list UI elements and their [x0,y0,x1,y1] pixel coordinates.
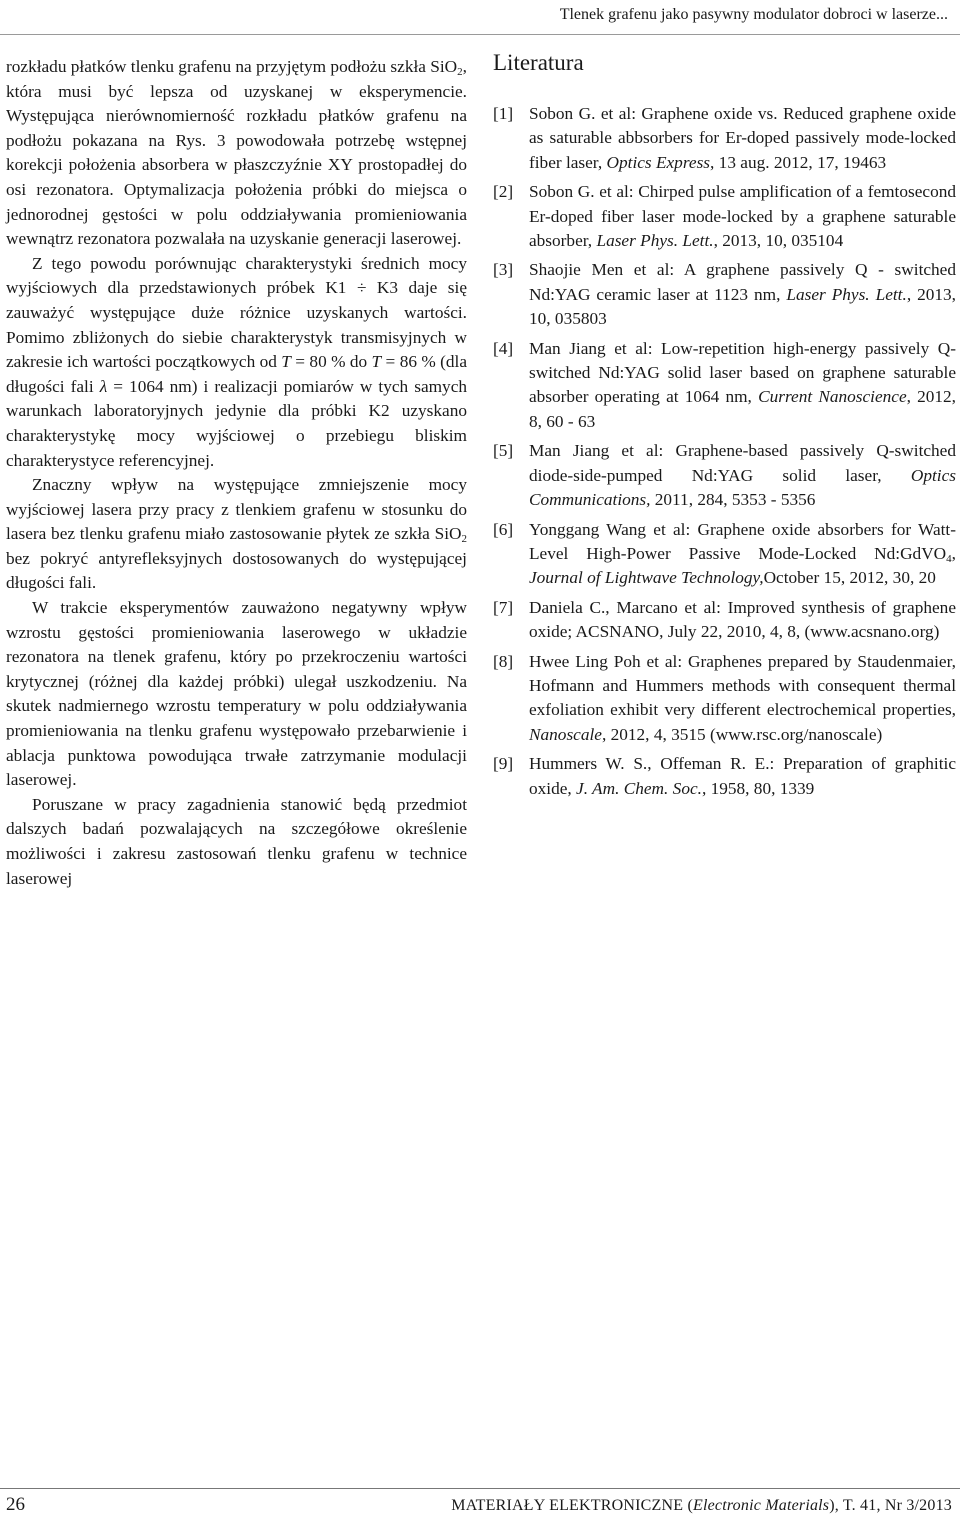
text-run: Man Jiang et al: Graphene-based passively Q-switched diode-side-pumped Nd:YAG solid laser, [529,441,956,485]
reference-number: [1] [493,104,514,123]
reference-number: [3] [493,260,514,280]
running-title: Tlenek grafenu jako pasywny modulator dobroci w laserze... [559,6,948,23]
text-run: 2011, 284, 5353 - 5356 [650,490,816,510]
reference-number: [6] [493,519,514,539]
text-run: Sobon G. et al: Chirped pulse amplification of a femtosecond Er-doped fiber laser mode-locked by a graphene saturable absorber, [529,182,956,251]
reference-text [529,102,956,175]
text-run: , 1958, 80, 1339 [701,778,815,798]
paragraph-5: Poruszane w pracy zagadnienia stanowić będą przedmiot dalszych badań pozwalających na szczegółowe określenie możliwości i zakresu zastosowań tlenku grafenu w technice laserowej [6,794,467,888]
journal-name: Optics Express [606,152,711,172]
reference-number: [5] [493,441,514,461]
footer-rule [0,1488,960,1489]
text-run: Z tego powodu porównując charakterystyki średnich mocy wyjściowych dla przedstawionych próbek K1 ÷ K3 daje się zauważyć występujące duże różnice uzyskanych wartości. Pomimo zbliżonych do siebie charakterystyk transmisyjnych w zakresie ich wartości początkowych od [6,253,467,372]
reference-number: [2] [493,182,514,202]
reference-item [493,650,956,748]
text-run: , 2013, 10, 035803 [529,284,956,329]
page-number: 26 [6,1494,25,1515]
paragraph-3 [6,473,467,596]
text-run: , 13 aug. 2012, 17, 19463 [710,152,887,172]
text-run: = 1064 nm) i realizacji pomiarów w tych samych warunkach laboratoryjnych jedynie dla próbki K2 uzyskano charakterystykę mocy wyjściowej o przebiegu bliskim charakterystyce referencyjnej. [6,376,468,470]
reference-item [493,596,956,645]
reference-number: [7] [493,597,514,617]
reference-item [493,518,956,591]
reference-text [529,650,956,748]
reference-number: [9] [493,754,514,774]
text-run: Hwee Ling Poh et al: Graphenes prepared by Staudenmaier, Hofmann and Hummers methods with consequent thermal exfoliation exhibit very different electrochemical properties, [529,651,956,720]
reference-item [493,337,956,435]
text-run: Yonggang Wang et al: Graphene oxide absorbers for Watt-Level High-Power Passive Mode-Locked Nd:GdVO [529,519,956,563]
text-run: MATERIAŁY ELEKTRONICZNE ( [451,1497,693,1514]
symbol-lambda: λ [99,376,108,396]
text-run: Znaczny wpływ na występujące zmniejszenie mocy wyjściowej lasera przy pracy z tlenkiem grafenu w stosunku do lasera bez tlenku grafenu miało zastosowanie płytek ze szkła SiO [6,475,467,544]
journal-name: J. Am. Chem. Soc. [576,778,702,798]
text-run: Man Jiang et al: Low-repetition high-energy passively Q-switched Nd:YAG solid laser based on graphene saturable absorber operating at 1064 nm, [529,338,956,407]
text-run: = 86 % (dla długości fali [6,352,468,396]
journal-name: Optics Communications, [529,465,956,510]
journal-english-name: Electronic Materials [692,1497,830,1514]
references-heading: Literatura [493,50,584,75]
text-run: Shaojie Men et al: A graphene passively Q - switched Nd:YAG ceramic laser at 1123 nm, [529,260,956,304]
reference-text [529,258,956,331]
text-run: , 2012, 8, 60 - 63 [529,387,956,431]
symbol-t: T [371,352,382,372]
reference-text [529,518,956,591]
text-run: , która musi być lepsza od uzyskanej w eksperymencie. Występująca nierównomierność rozkładu płatków grafenu na podłożu pokazana na Rys. 3 powodowała potrzebę wstępnej korekcji położenia absorbera w płaszczyźnie XY prostopadłej do osi rezonatora. Optymalizacja położenia próbki do miejsca o jednorodnej gęstości w polu oddziaływania promieniowania wewnątrz rezonatora pozwalała na uzyskanie generacji laserowej. [6,57,467,249]
text-run: Sobon G. et al: Graphene oxide vs. Reduced graphene oxide as saturable abbsorbers for Er-doped passively mode-locked fiber laser, [529,104,956,172]
text-run: bez pokryć antyrefleksyjnych dostosowanych do występującej długości fali. [6,548,467,593]
reference-item [493,752,956,801]
reference-item [493,258,956,331]
paragraph-2 [6,252,467,473]
paragraph-4: W trakcie eksperymentów zauważono negatywny wpływ wzrostu gęstości promieniowania laserowego w układzie rezonatora na tlenek grafenu, który po przekroczeniu wartości krytycznej (różnej dla każdej próbki) ulegał uszkodzeniu. Na skutek nadmiernego wzrostu temperatury w polu oddziaływania promieniowania na tlenku grafenu występowało przebarwienie i ablacja punktowa powodująca trwałe zatrzymanie modulacji laserowej. [6,598,467,790]
journal-name: Laser Phys. Lett. [786,284,907,304]
reference-item [493,180,956,253]
reference-item [493,102,956,175]
text-run: Hummers W. S., Offeman R. E.: Preparation of graphitic oxide, [529,754,956,798]
text-run: October 15, 2012, 30, 20 [763,568,936,588]
text-run: ), T. 41, Nr 3/2013 [829,1497,952,1514]
subscript: 2 [461,533,467,546]
text-run: = 80 % do [290,352,372,372]
journal-name: Journal of Lightwave Technology, [529,568,764,588]
references-column [493,50,956,806]
reference-number: [8] [493,651,514,671]
journal-name: Current Nanoscience [758,387,907,407]
text-run: rozkładu płatków tlenku grafenu na przyjętym podłożu szkła SiO [6,57,458,76]
reference-text [529,180,956,253]
reference-number: [4] [493,338,514,358]
reference-text [529,752,956,801]
reference-text [529,439,956,512]
reference-text [529,337,956,435]
text-run: , [951,543,956,563]
reference-item [493,439,956,512]
journal-name: Nanoscale [529,724,602,744]
text-run: , 2013, 10, 035104 [713,231,844,251]
subscript: 2 [457,66,463,78]
paragraph-1 [6,55,467,252]
body-text-column [6,55,467,891]
running-header [0,0,960,35]
symbol-t: T [281,352,291,372]
journal-name: Laser Phys. Lett. [596,231,714,251]
reference-text [529,596,956,645]
text-run: Daniela C., Marcano et al: Improved synthesis of graphene oxide; ACSNANO, July 22, 2010, 4, 8, (www.acsnano.org) [529,597,956,642]
subscript: 4 [946,552,952,565]
journal-footer [451,1497,952,1515]
text-run: , 2012, 4, 3515 (www.rsc.org/nanoscale) [601,724,883,744]
